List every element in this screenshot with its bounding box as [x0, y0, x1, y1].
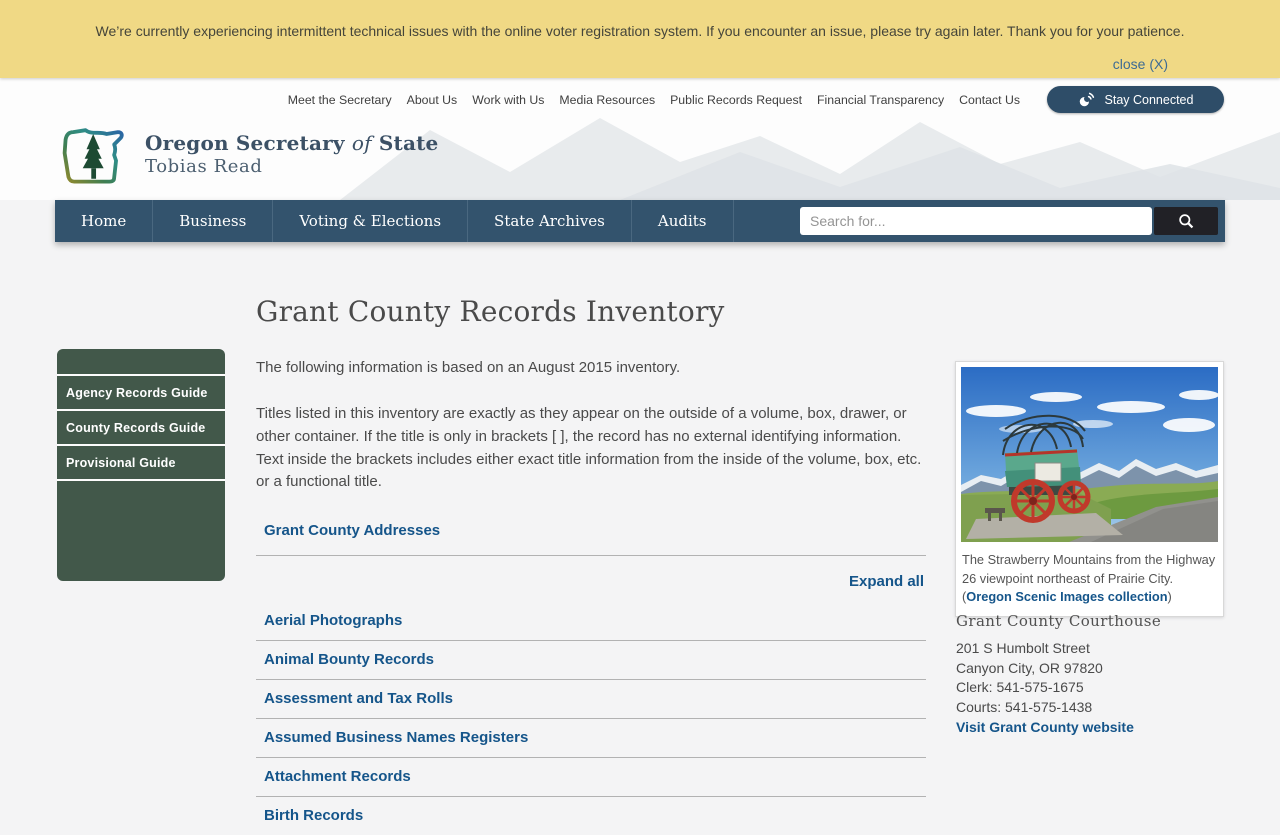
record-link-attachment-records[interactable]: Attachment Records	[264, 768, 411, 785]
nav-item-state-archives[interactable]: State Archives	[468, 200, 632, 242]
record-category-row	[256, 602, 926, 641]
utility-link-work-with-us[interactable]: Work with Us	[472, 93, 545, 107]
site-header	[0, 78, 1280, 200]
expand-all-row	[256, 556, 926, 602]
nav-item-business[interactable]: Business	[153, 200, 273, 242]
courthouse-info	[956, 612, 1226, 737]
oregon-scenic-images-link[interactable]: Oregon Scenic Images collection	[966, 589, 1168, 604]
record-link-assessment-and-tax-rolls[interactable]: Assessment and Tax Rolls	[264, 690, 453, 707]
record-category-row	[256, 680, 926, 719]
record-category-row	[256, 797, 926, 835]
utility-link-meet-the-secretary[interactable]: Meet the Secretary	[287, 93, 392, 107]
logo-text	[145, 131, 438, 177]
record-category-row	[256, 719, 926, 758]
scenic-photo-card	[955, 361, 1224, 617]
utility-nav	[288, 93, 1020, 107]
record-link-aerial-photographs[interactable]: Aerial Photographs	[264, 612, 403, 629]
record-link-assumed-business-names-registers[interactable]: Assumed Business Names Registers	[264, 729, 529, 746]
sidebar-filler	[57, 481, 225, 581]
alert-banner	[0, 0, 1280, 78]
intro-paragraph-1: The following information is based on an August 2015 inventory.	[256, 359, 681, 376]
search-bar	[800, 207, 1218, 235]
courthouse-address-line: 201 S Humbolt Street	[956, 640, 1090, 656]
alert-message: We’re currently experiencing intermittent technical issues with the online voter registration system. If you encounter an issue, please try again later. Thank you for your patience.	[95, 23, 1185, 39]
expand-all-link[interactable]: Expand all	[848, 573, 924, 590]
record-category-row	[256, 514, 926, 556]
record-link-grant-county-addresses[interactable]: Grant County Addresses	[264, 522, 441, 539]
utility-link-public-records-request[interactable]: Public Records Request	[670, 93, 803, 107]
courthouse-phone-clerk: Clerk: 541-575-1675	[956, 679, 1084, 695]
records-list	[256, 514, 926, 835]
logo-secretary-name: Tobias Read	[145, 156, 263, 177]
search-button[interactable]	[1154, 207, 1218, 235]
courthouse-phone-courts: Courts: 541-575-1438	[956, 698, 1093, 715]
broadcast-icon	[1078, 91, 1095, 108]
banner-close-link[interactable]: close (X)	[1112, 56, 1168, 72]
utility-link-media-resources[interactable]: Media Resources	[559, 93, 656, 107]
page-title: Grant County Records Inventory	[256, 295, 725, 328]
oregon-state-logo-icon	[57, 122, 137, 186]
record-category-row	[256, 758, 926, 797]
sidebar-item-agency-records-guide[interactable]: Agency Records Guide	[57, 376, 225, 411]
record-link-animal-bounty-records[interactable]: Animal Bounty Records	[264, 651, 435, 668]
sidebar-item-county-records-guide[interactable]: County Records Guide	[57, 411, 225, 446]
stay-connected-button[interactable]	[1047, 86, 1224, 113]
covered-wagon-viewpoint-photo	[961, 367, 1218, 542]
nav-item-home[interactable]: Home	[55, 200, 153, 242]
photo-caption: The Strawberry Mountains from the Highway 26 viewpoint northeast of Prairie City. (Oregon Scenic Images collection)	[962, 552, 1216, 604]
record-category-row	[256, 641, 926, 680]
guides-sidebar	[57, 349, 225, 581]
sidebar-item-provisional-guide[interactable]: Provisional Guide	[57, 446, 225, 481]
sidebar-header	[57, 349, 225, 376]
utility-link-financial-transparency[interactable]: Financial Transparency	[817, 93, 945, 107]
nav-item-audits[interactable]: Audits	[632, 200, 734, 242]
search-input[interactable]	[800, 207, 1152, 235]
logo[interactable]	[57, 122, 438, 186]
visit-grant-county-website-link[interactable]: Visit Grant County website	[956, 719, 1134, 735]
pine-tree-icon	[83, 134, 104, 179]
courthouse-heading: Grant County Courthouse	[956, 612, 1162, 630]
search-icon	[1178, 213, 1195, 230]
record-link-birth-records[interactable]: Birth Records	[264, 807, 364, 824]
main-nav	[55, 200, 1225, 242]
utility-link-contact-us[interactable]: Contact Us	[959, 93, 1020, 107]
stay-connected-label: Stay Connected	[1104, 92, 1194, 107]
courthouse-address-line: Canyon City, OR 97820	[956, 659, 1103, 676]
logo-title: Oregon Secretary of State	[145, 131, 439, 155]
intro-paragraph-2: Titles listed in this inventory are exactly as they appear on the outside of a volume, box, drawer, or other container. If the title is only in brackets [ ], the record has no external identifying information. Text inside the brackets includes either exact title information from the inside of the volume, box, etc. or a functional title.	[256, 405, 922, 491]
utility-link-about-us[interactable]: About Us	[406, 93, 458, 107]
nav-item-voting-elections[interactable]: Voting & Elections	[273, 200, 468, 242]
